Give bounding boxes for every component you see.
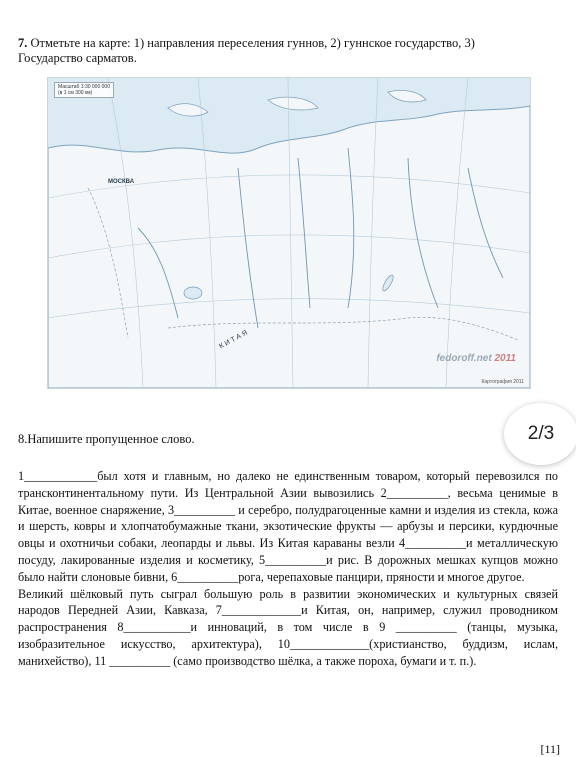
map-credit: Картография 2011 xyxy=(481,379,524,385)
task-7-prompt xyxy=(18,36,538,66)
map-city-label: МОСКВА xyxy=(108,179,135,185)
task-8-text xyxy=(18,468,558,670)
map-watermark xyxy=(436,353,516,364)
watermark-year: 2011 xyxy=(494,353,516,364)
map-scale-line2: (в 1 см 300 км) xyxy=(58,90,93,96)
map-scale-box xyxy=(54,82,114,98)
map-region-label: КИТАЯ xyxy=(218,328,251,351)
watermark-site: fedoroff.net xyxy=(436,353,492,364)
task-8-title: 8.Напишите пропущенное слово. xyxy=(18,432,195,446)
contour-map xyxy=(47,77,531,389)
map-drawing xyxy=(48,78,530,388)
map-scale-line1: Масштаб 1:30 000 000 xyxy=(58,84,110,90)
page-number: [11] xyxy=(540,742,560,756)
task-8-paragraph-1: 1____________был хотя и главным, но далеко не единственным товаром, который перевозился по трансконтинентальному пути. Из Центральной Азии вывозились 2__________, весьма ценимые в Китае, военное снаряжение, 3__________ и серебро, полудрагоценные камни и изделия из стекла, кожа и шерсть, ковры и хлопчатобумажные ткани, экзотические фрукты — арбузы и персики, курдючные овцы и охотничьи собаки, леопарды и львы. Из Китая караваны везли 4__________и металлическую посуду, лакированные изделия и косметику, 5__________и рис. В дорожных мешках купцов можно было найти слоновые бивни, 6__________рога, черепаховые панцири, пряности и многое другое. xyxy=(18,469,558,584)
task-7-text: Отметьте на карте: 1) направления переселения гуннов, 2) гуннское государство, 3) Государство сарматов. xyxy=(18,36,475,65)
task-8-paragraph-2: Великий шёлковый путь сыграл большую роль в развитии экономических и культурных связей народов Передней Азии, Кавказа, 7_____________и Китая, он, например, служил проводником распространения 8___________и инноваций, в том числе в 9 __________ (танцы, музыка, изобразительное искусство, архитектура), 10_____________(христианство, буддизм, ислам, манихейство), 11 __________ (само производство шёлка, а также пороха, бумаги и т. п.). xyxy=(18,586,558,668)
page-indicator-badge: 2/3 xyxy=(504,403,576,465)
task-7-number: 7. xyxy=(18,36,28,50)
